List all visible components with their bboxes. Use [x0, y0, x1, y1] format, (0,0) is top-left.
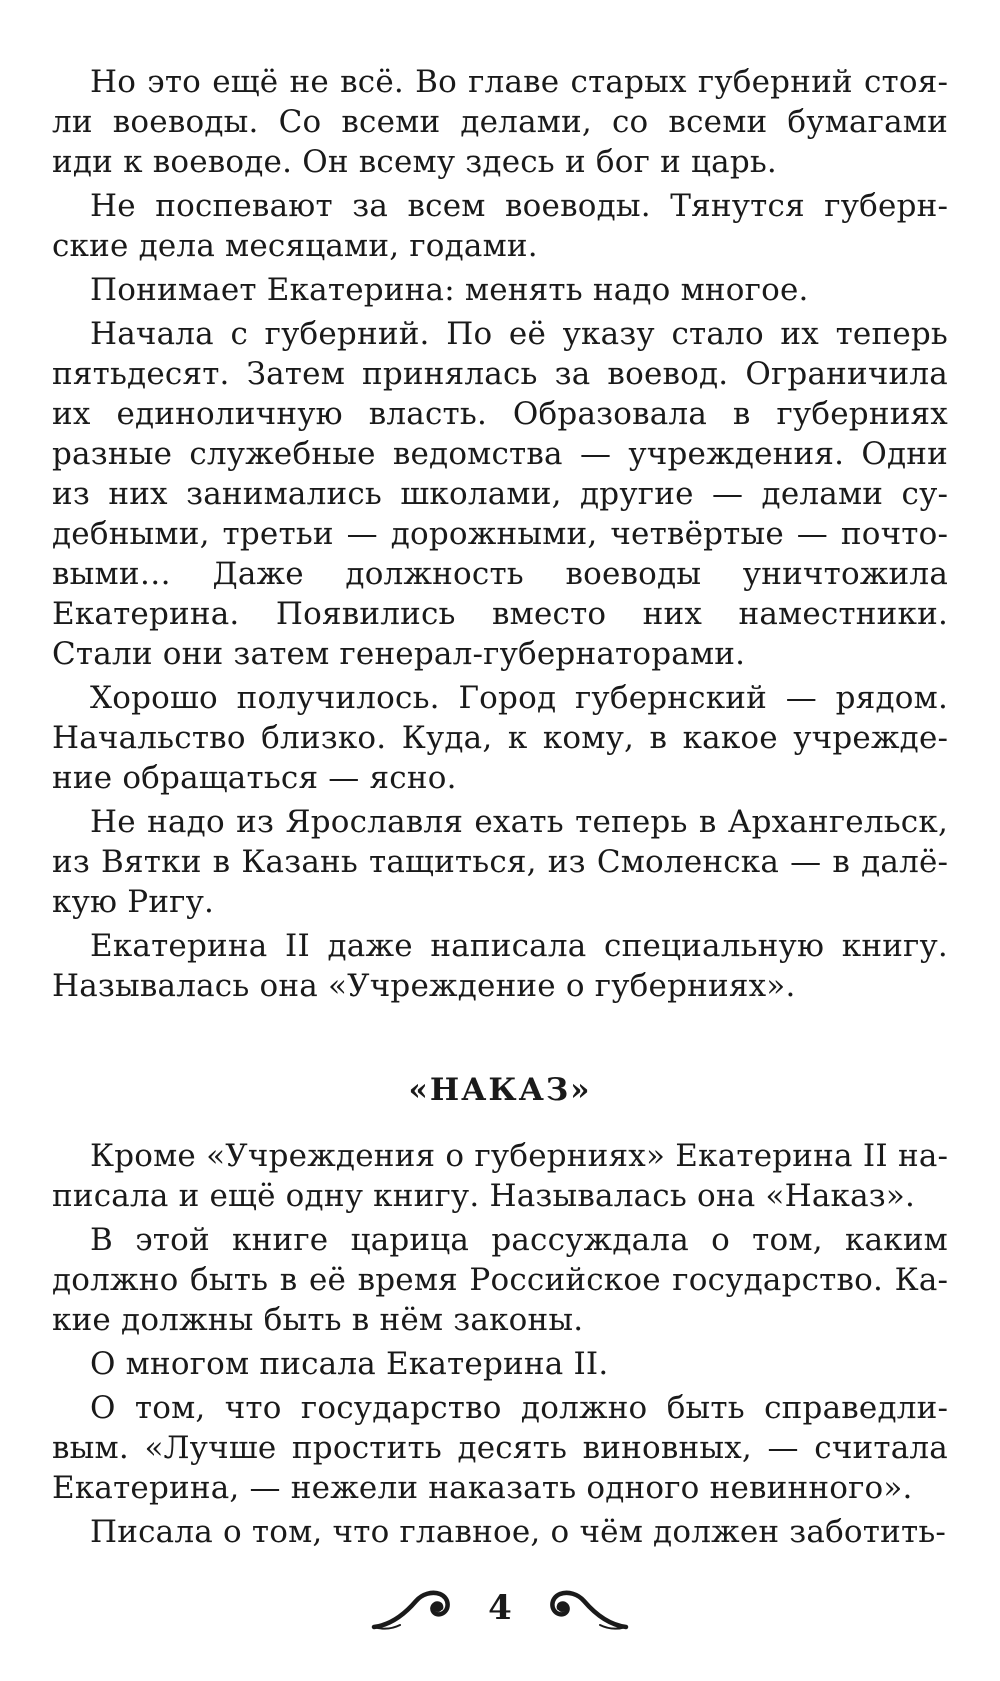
paragraph: О многом писала Екатерина II. — [90, 1346, 609, 1382]
paragraph: Писала о том, что главное, о чём должен заботить- — [90, 1514, 947, 1550]
paragraph: Екатерина II даже написала специальную книгу. Называлась она «Учреждение о губерниях». — [52, 928, 948, 1004]
section-heading: «НАКАЗ» — [408, 1072, 592, 1108]
page-number: 4 — [488, 1588, 512, 1628]
paragraph: О том, что государство должно быть справедливым. «Лучше простить десять виновных, — считала Екатерина, — нежели наказать одного невинного». — [52, 1390, 948, 1506]
paragraph: Понимает Екатерина: менять надо многое. — [90, 272, 809, 308]
paragraph: Не поспевают за всем воеводы. Тянутся губернские дела месяцами, годами. — [52, 188, 948, 264]
page-body — [52, 62, 948, 1556]
paragraph: В этой книге царица рассуждала о том, каким должно быть в её время Российское государство. Какие должны быть в нём законы. — [52, 1222, 948, 1338]
paragraph: Начала с губерний. По её указу стало их теперь пятьдесят. Затем принялась за воевод. Ограничила их единоличную власть. Образовала в губерниях разные служебные ведомства — учреждения. Одни из них занимались школами, другие — делами судебными, третьи — дорожными, четвёртые — почтовыми… Даже должность воеводы уничтожила Екатерина. Появились вместо них наместники. Стали они затем генерал-губернаторами. — [52, 316, 948, 672]
paragraph: Кроме «Учреждения о губерниях» Екатерина II написала и ещё одну книгу. Называлась она «Наказ». — [52, 1138, 948, 1214]
paragraph: Хорошо получилось. Город губернский — рядом. Начальство близко. Куда, к кому, в какое учреждение обращаться — ясно. — [52, 680, 948, 796]
paragraph: Но это ещё не всё. Во главе старых губерний стояли воеводы. Со всеми делами, со всеми бумагами иди к воеводе. Он всему здесь и бог и царь. — [52, 64, 948, 180]
paragraph: Не надо из Ярославля ехать теперь в Архангельск, из Вятки в Казань тащиться, из Смоленска — в далёкую Ригу. — [52, 804, 948, 920]
